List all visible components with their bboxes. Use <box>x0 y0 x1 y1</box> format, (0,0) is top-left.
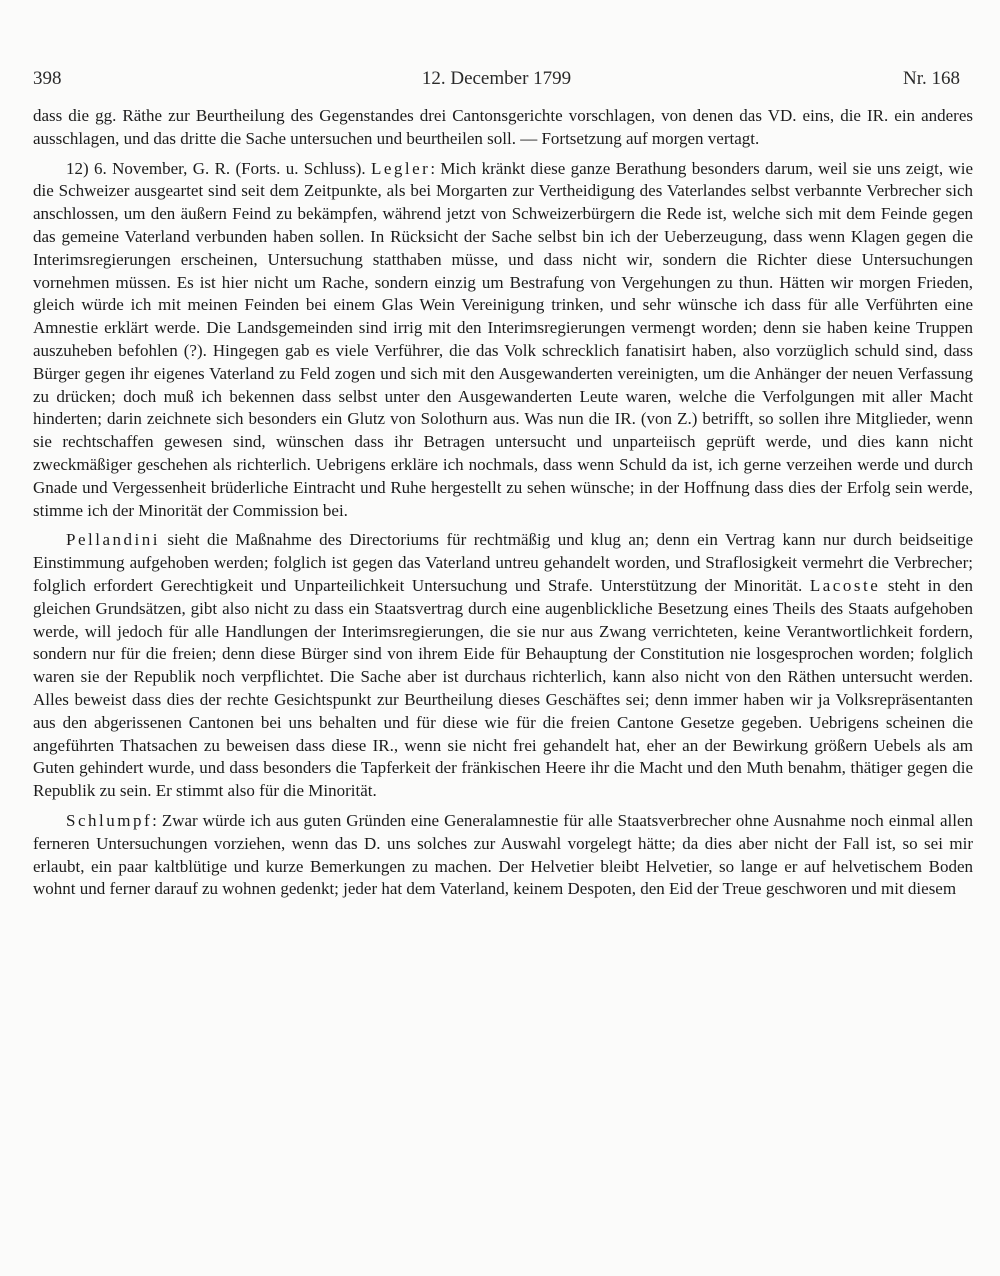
paragraph-session-12 <box>33 158 973 523</box>
speaker-name: Legler <box>370 158 431 178</box>
speaker-name: Schlumpf <box>66 810 153 830</box>
page-number: 398 <box>33 68 62 89</box>
document-number: Nr. 168 <box>903 68 960 89</box>
page-body <box>33 105 973 901</box>
header-date: 12. December 1799 <box>421 68 572 89</box>
running-header <box>33 68 960 94</box>
paragraph-text: : Mich kränkt diese ganze Berathung besonders darum, weil sie uns zeigt, wie die Schweizer ausgeartet sind seit dem Zeitpunkte, als bei Morgarten zur Vertheidigung des Vaterlandes selbst verbannte Verbrecher sich anschlossen, um den äußern Feind zu bekämpfen, während jetzt von Schweizerbürgern die Rede ist, welche sich mit dem Feinde gegen das gemeine Vaterland verbunden haben sollen. In Rücksicht der Sache selbst bin ich der Ueberzeugung, dass wenn Klagen gegen die Interimsregierungen erscheinen, Untersuchung statthaben müsse, und dass nicht wir, sondern die Richter diese Untersuchungen vornehmen müssen. Es ist hier nicht um Rache, sondern einzig um Bestrafung von Vergehungen zu thun. Hätten wir morgen Frieden, gleich würde ich mit meinen Feinden bei einem Glas Wein Vereinigung trinken, und sehr wünsche ich dass für alle Verführten eine Amnestie erklärt werde. Die Landsgemeinden sind irrig mit den Interimsregierungen vermengt worden; denn sie haben keine Truppen auszuheben befohlen (?). Hingegen gab es viele Verführer, die das Volk schrecklich fanatisirt haben, also vorzüglich schuld sind, dass Bürger gegen ihr eigenes Vaterland zu Feld zogen und sich mit den Ausgewanderten vereinigten, um die Anhänger der neuen Verfassung zu drücken; doch muß ich bekennen dass selbst unter den Ausgewanderten Leute waren, welche die Verfolgungen mit aller Macht hinderten; darin zeichnete sich besonders ein Glutz von Solothurn aus. Was nun die IR. (von Z.) betrifft, so sollen ihre Mitglieder, wenn sie rechtschaffen gewesen sind, wünschen dass ihr Betragen untersucht und unparteiisch geprüft werde, und dies kann nicht zweckmäßiger geschehen als richterlich. Uebrigens erkläre ich nochmals, dass wenn Schuld da ist, ich gerne verzeihen werde und durch Gnade und Vergessenheit brüderliche Eintracht und Ruhe hergestellt zu sehen wünsche; in der Hoffnung dass dies der Erfolg sein werde, stimme ich der Minorität der Commission bei. <box>33 158 973 520</box>
paragraph-pellandini <box>33 529 973 803</box>
paragraph-text: dass die gg. Räthe zur Beurtheilung des Gegenstandes drei Cantonsgerichte vorschlagen, von denen das VD. eins, die IR. ein anderes ausschlagen, und das dritte die Sache untersuchen und beurtheilen soll. — Fortsetzung auf morgen vertagt. <box>33 106 973 148</box>
session-heading: 12) 6. November, G. R. (Forts. u. Schluss). <box>66 158 371 178</box>
speaker-name: Pellandini <box>66 530 160 550</box>
paragraph-text: sieht die Maßnahme des Directoriums für rechtmäßig und klug an; denn ein Vertrag kann nur durch beidseitige Einstimmung aufgehoben werden; folglich ist gegen das Vaterland untreu gehandelt worden, und Straflosigkeit vermehrt die Verbrecher; folglich erfordert Gerechtigkeit und Unparteilichkeit Untersuchung und Strafe. Unterstützung der Minorität. <box>33 530 973 595</box>
paragraph-text: steht in den gleichen Grundsätzen, gibt also nicht zu dass ein Staatsvertrag durch eine augenblickliche Besetzung eines Theils des Staats aufgehoben werde, will jedoch für alle Handlungen der Interimsregierungen, die sie nur aus Zwang verrichteten, keine Verantwortlichkeit fordern, sondern nur für die freien; denn diese Bürger sind von ihrem Eide für Behauptung der Constitution nie losgesprochen worden; folglich waren sie der Republik noch verpflichtet. Die Sache aber ist durchaus richterlich, kann also nicht von den Räthen untersucht werden. Alles beweist dass dies der rechte Gesichtspunkt zur Beurtheilung dieses Geschäftes sei; denn immer haben wir ja Volksrepräsentanten aus den abgerissenen Cantonen bei uns behalten und für diese wie für die freien Cantone Gesetze gegeben. Uebrigens scheinen die angeführten Thatsachen zu beweisen dass diese IR., wenn sie nicht frei gehandelt hat, eher an der Bewirkung größern Uebels als am Guten gehindert wurde, und dass besonders die Tapferkeit der fränkischen Heere ihr die Macht und den Muth benahm, thätiger gegen die Republik zu sein. Er stimmt also für die Minorität. <box>33 575 973 801</box>
speaker-name: Lacoste <box>809 575 881 595</box>
paragraph-continuation <box>33 105 973 151</box>
paragraph-schlumpf <box>33 810 973 901</box>
paragraph-text: : Zwar würde ich aus guten Gründen eine Generalamnestie für alle Staatsverbrecher ohne Ausnahme noch einmal allen ferneren Untersuchungen vorziehen, wenn das D. uns solches zur Auswahl vorgelegt hätte; da dies aber nicht der Fall ist, so sei mir erlaubt, ein paar kaltblütige und kurze Bemerkungen zu machen. Der Helvetier bleibt Helvetier, so lange er auf helvetischem Boden wohnt und ferner darauf zu wohnen gedenkt; jeder hat dem Vaterland, keinem Despoten, den Eid der Treue geschworen und mit diesem <box>33 810 973 899</box>
